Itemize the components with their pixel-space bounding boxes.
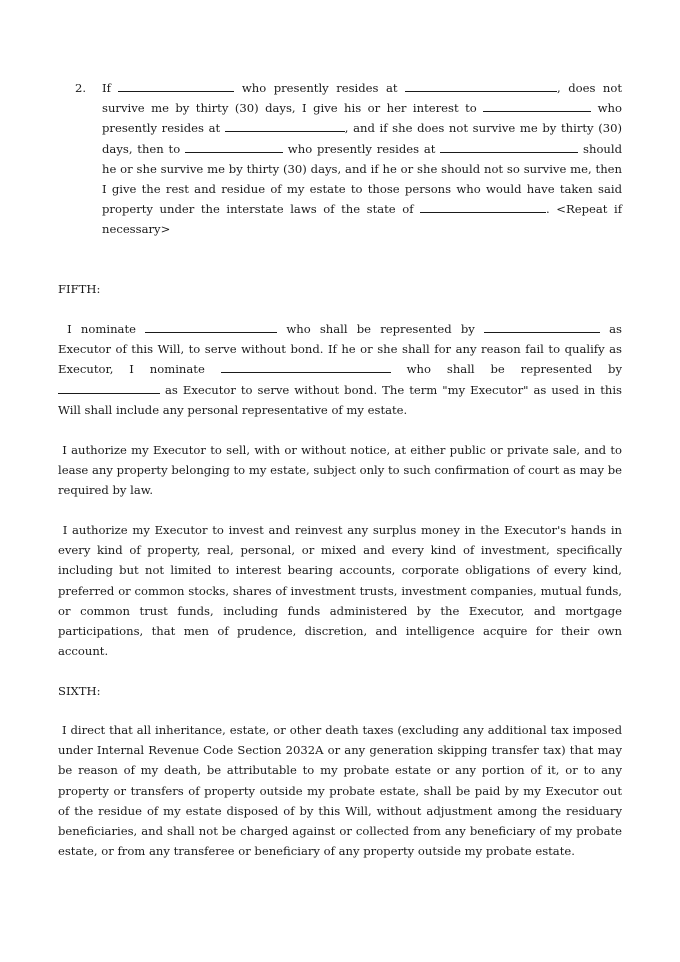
clause-text: . <Repeat if necessary>: [102, 202, 622, 237]
fifth-paragraph-2: [58, 440, 622, 501]
blank-line[interactable]: [483, 100, 591, 112]
fifth-paragraph-3: [58, 520, 622, 661]
blank-line[interactable]: [440, 141, 578, 153]
clause-number: 2.: [75, 81, 87, 95]
blank-line[interactable]: [185, 141, 283, 153]
section-heading-fifth: FIFTH:: [58, 282, 101, 296]
blank-line[interactable]: [484, 321, 600, 333]
clause-text: who presently resides at: [287, 141, 436, 156]
para-text: as Executor of this Will, to serve without bond. If he or she shall for any reason fail to qualify as Executor, I nominate: [58, 322, 623, 377]
clause-text: , and if she does not survive me by thirty (30) days, then to: [102, 121, 623, 156]
section-heading-sixth: SIXTH:: [58, 684, 101, 698]
blank-line[interactable]: [225, 120, 345, 132]
blank-line[interactable]: [405, 80, 557, 92]
clause-2-text: [102, 78, 622, 240]
para-text: I nominate: [67, 322, 136, 336]
clause-text: should he or she survive me by thirty (30) days, and if he or she should not so survive me, then I give the rest and residue of my estate to those persons who would have taken said property under the interstate laws of the state of: [102, 141, 623, 217]
para-text: I authorize my Executor to sell, with or without notice, at either public or private sale, and to lease any property belonging to my estate, subject only to such confirmation of court as may be required by law.: [58, 443, 622, 498]
clause-text: who presently resides at: [102, 101, 622, 136]
blank-line[interactable]: [420, 201, 546, 213]
clause-text: who presently resides at: [241, 81, 398, 95]
para-text: I direct that all inheritance, estate, or other death taxes (excluding any additional tax imposed under Internal Revenue Code Section 2032A or any generation skipping transfer tax) that may be reason of my death, be attributable to my probate estate or any portion of it, or to any property or transfers of property outside my probate estate, shall be paid by my Executor out of the residue of my estate disposed of by this Will, without adjustment among the residuary beneficiaries, and shall not be charged against or collected from any beneficiary of my probate estate, or from any transferee or beneficiary of any property outside my probate estate.: [58, 723, 622, 859]
para-text: as Executor to serve without bond. The term "my Executor" as used in this Will shall include any personal representative of my estate.: [58, 382, 623, 417]
blank-line[interactable]: [118, 80, 234, 92]
sixth-paragraph-1: [58, 720, 622, 861]
para-text: who shall be represented by: [406, 362, 622, 377]
para-text: who shall be represented by: [286, 322, 475, 336]
blank-line[interactable]: [221, 361, 391, 373]
fifth-paragraph-1: [58, 319, 622, 420]
para-text: I authorize my Executor to invest and reinvest any surplus money in the Executor's hands in every kind of property, real, personal, or mixed and every kind of investment, specifically including but not limited to interest bearing accounts, corporate obligations of every kind, preferred or common stocks, shares of investment trusts, investment companies, mutual funds, or common trust funds, including funds administered by the Executor, and mortgage participations, that men of prudence, discretion, and intelligence acquire for their own account.: [58, 523, 622, 659]
numbered-clause-2: [58, 78, 622, 240]
blank-line[interactable]: [145, 321, 277, 333]
clause-text: , does not survive me by thirty (30) days, I give his or her interest to: [102, 81, 622, 116]
blank-line[interactable]: [58, 382, 160, 394]
clause-text: If: [102, 81, 111, 95]
